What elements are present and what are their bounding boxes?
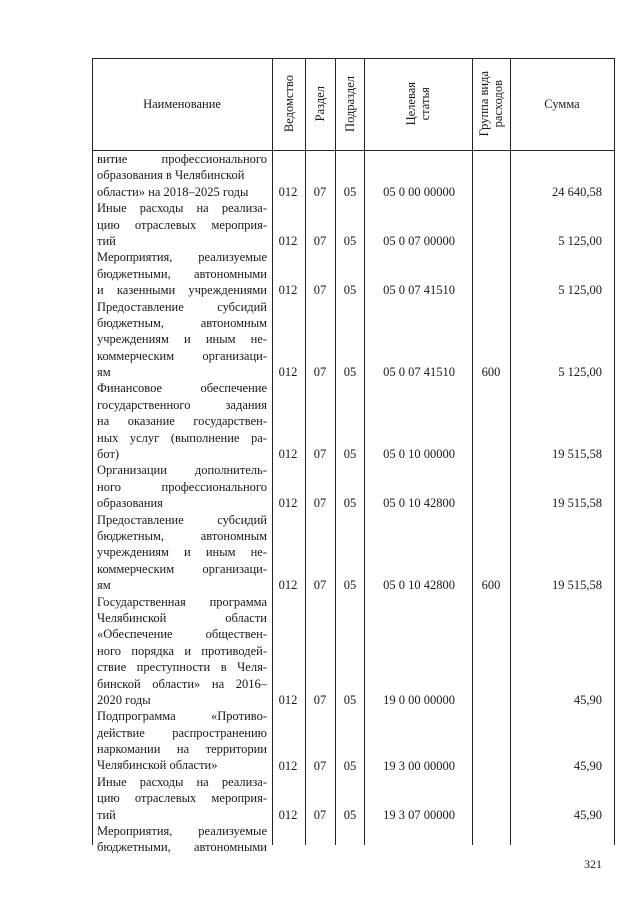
celevaya-cell: 05 0 07 00000 [383,234,455,248]
header-podrazdel-label: Подраздел [342,76,357,132]
description-line: Государственная программа [97,594,267,609]
vedomstvo-cell: 012 [278,758,298,773]
celevaya-cell: 05 0 10 00000 [383,447,455,462]
podrazdel-cell: 05 [343,758,357,773]
header-summa-label: Сумма [544,96,580,111]
description-line: цию отраслевых мероприя- [97,217,267,232]
razdel-cell: 07 [313,365,327,380]
description-line: наркомании на территории [97,742,267,757]
description-line: 2020 годы [97,692,151,707]
summa-cell: 24 640,58 [552,184,602,199]
description-line: образования [97,496,163,511]
razdel-cell: 07 [313,283,327,298]
description-line: Предоставление субсидий [97,299,267,314]
celevaya-cell: 19 3 00 00000 [383,758,455,773]
gruppa-cell: 600 [481,578,501,593]
description-line: ного порядка и противодей- [97,643,267,658]
razdel-cell: 07 [313,578,327,593]
celevaya-cell: 05 0 10 42800 [383,578,455,593]
razdel-cell: 07 [313,693,327,708]
description-line: бюджетными, автономными [97,266,267,281]
description-line: Предоставление субсидий [97,512,267,527]
description-line: тий [97,807,116,822]
razdel-cell: 07 [313,234,327,248]
vedomstvo-cell: 012 [278,447,298,462]
description-line: ных услуг (выполнение ра- [97,430,267,445]
header-name-label: Наименование [143,96,221,111]
celevaya-cell: 05 0 00 00000 [383,184,455,199]
vedomstvo-cell: 012 [278,184,298,199]
header-razdel [305,58,335,150]
description-line: Мероприятия, реализуемые [97,250,267,265]
summa-cell: 19 515,58 [552,578,602,593]
celevaya-cell: 19 3 07 00000 [383,808,455,822]
summa-cell: 5 125,00 [558,365,602,380]
description-line: Челябинской области» [97,758,218,773]
description-line: на оказание государствен- [97,414,267,429]
description-line: Иные расходы на реализа- [97,201,267,216]
vedomstvo-cell: 012 [278,578,298,593]
description-line: учреждениям и иным не- [97,545,267,560]
vedomstvo-cell: 012 [278,693,298,708]
description-line: коммерческим организаци- [97,561,267,576]
description-line: Организации дополнитель- [97,463,267,478]
description-line: и казенными учреждениями [97,283,267,298]
description-line: коммерческим организаци- [97,348,267,363]
celevaya-cell: 05 0 07 41510 [383,365,455,380]
description-line: учреждениям и иным не- [97,332,267,347]
page-number: 321 [584,857,602,871]
razdel-cell: 07 [313,758,327,773]
description-line: бюджетными, автономными [97,840,267,855]
podrazdel-cell: 05 [343,365,357,380]
description-line: Иные расходы на реализа- [97,774,267,789]
summa-cell: 5 125,00 [558,234,602,248]
header-podrazdel [335,58,364,150]
vedomstvo-cell: 012 [278,365,298,380]
podrazdel-cell: 05 [343,808,357,822]
vedomstvo-cell: 012 [278,283,298,298]
header-vedomstvo-label: Ведомство [281,75,296,133]
summa-cell: 19 515,58 [552,496,602,511]
description-line: Мероприятия, реализуемые [97,824,267,839]
vedomstvo-cell: 012 [278,808,298,822]
header-razdel-label: Раздел [313,86,327,122]
razdel-cell: 07 [313,184,327,199]
summa-cell: 45,90 [573,693,602,708]
razdel-cell: 07 [313,447,327,462]
header-summa [510,58,614,150]
summa-cell: 19 515,58 [552,447,602,462]
description-line: «Обеспечение обществен- [97,627,267,642]
vedomstvo-cell: 012 [278,234,298,248]
podrazdel-cell: 05 [343,578,357,593]
podrazdel-cell: 05 [343,447,357,462]
podrazdel-cell: 05 [343,496,357,511]
podrazdel-cell: 05 [343,693,357,708]
header-gruppa [472,58,510,150]
summa-cell: 5 125,00 [558,283,602,298]
description-line: области» на 2018–2025 годы [97,184,249,199]
description-line: Челябинской области [97,610,267,625]
celevaya-cell: 19 0 00 00000 [383,693,455,708]
razdel-cell: 07 [313,496,327,511]
description-line: тий [97,233,116,248]
podrazdel-cell: 05 [343,283,357,298]
header-name [92,58,272,150]
header-celevaya-label: Целевая статья [404,82,432,126]
budget-table [92,58,615,855]
description-line: бюджетным, автономным [97,528,267,543]
razdel-cell: 07 [313,808,327,822]
description-line: Подпрограмма «Противо- [97,709,267,724]
description-line: бюджетным, автономным [97,315,267,330]
description-column [97,151,267,856]
celevaya-cell: 05 0 10 42800 [383,496,455,511]
summa-cell: 45,90 [573,808,602,822]
description-line: действие распространению [97,725,267,740]
description-line: Финансовое обеспечение [97,381,267,396]
gruppa-cell: 600 [481,365,501,380]
description-line: цию отраслевых мероприя- [97,791,267,806]
description-line: государственного задания [97,397,267,412]
podrazdel-cell: 05 [343,234,357,248]
description-line: витие профессионального [97,152,267,166]
header-vedomstvo [272,58,305,150]
vedomstvo-cell: 012 [278,496,298,511]
description-line: бот) [97,447,120,462]
header-celevaya [364,58,472,150]
description-line: образования в Челябинской [97,168,245,183]
description-line: ного профессионального [97,479,267,494]
description-line: бинской области» на 2016– [97,676,267,691]
header-gruppa-label: Группа вида расходов [477,71,505,137]
podrazdel-cell: 05 [343,184,357,199]
description-line: ствие преступности в Челя- [97,660,267,675]
description-line: ям [97,365,111,380]
celevaya-cell: 05 0 07 41510 [383,283,455,298]
summa-cell: 45,90 [573,758,602,773]
description-line: ям [97,578,111,593]
